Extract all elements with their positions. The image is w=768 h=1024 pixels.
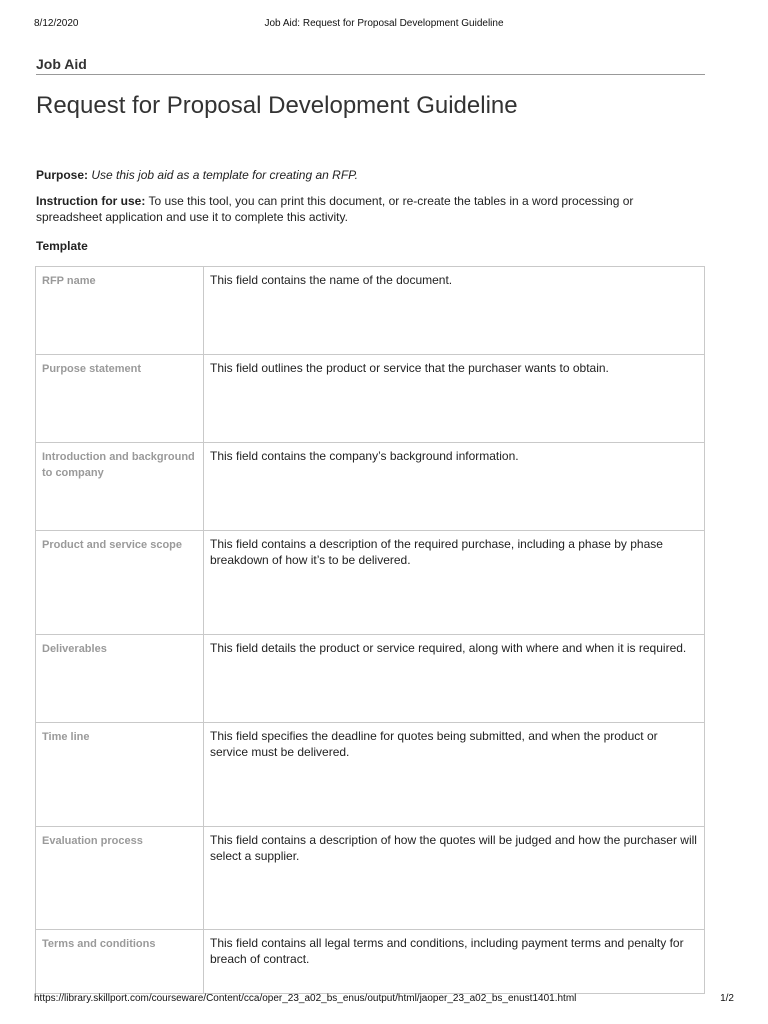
table-row [36, 635, 705, 723]
table-row [36, 443, 705, 531]
field-name-cell: Product and service scope [36, 531, 204, 635]
field-name-cell: Terms and conditions [36, 930, 204, 994]
template-table [35, 266, 705, 994]
table-row [36, 930, 705, 994]
page-title: Request for Proposal Development Guideline [36, 92, 518, 119]
job-aid-label: Job Aid [36, 56, 87, 72]
field-description-cell: This field contains the name of the document. [204, 267, 705, 355]
field-name-cell: Time line [36, 723, 204, 827]
field-description-cell: This field contains a description of the required purchase, including a phase by phase breakdown of how it’s to be delivered. [204, 531, 705, 635]
print-header [34, 18, 734, 32]
field-name-cell: Introduction and background to company [36, 443, 204, 531]
purpose-text: Use this job aid as a template for creating an RFP. [91, 168, 358, 182]
table-row [36, 355, 705, 443]
field-description-cell: This field contains a description of how the quotes will be judged and how the purchaser will select a supplier. [204, 827, 705, 930]
print-footer [34, 993, 734, 1007]
field-description-cell: This field details the product or service required, along with where and when it is required. [204, 635, 705, 723]
field-description-cell: This field specifies the deadline for quotes being submitted, and when the product or service must be delivered. [204, 723, 705, 827]
field-name-cell: Purpose statement [36, 355, 204, 443]
print-date: 8/12/2020 [34, 18, 79, 29]
table-row [36, 827, 705, 930]
field-description-cell: This field outlines the product or service that the purchaser wants to obtain. [204, 355, 705, 443]
instruction-text: To use this tool, you can print this document, or re-create the tables in a word processing or spreadsheet application and use it to complete this activity. [36, 194, 634, 224]
print-page-title: Job Aid: Request for Proposal Development Guideline [264, 18, 504, 29]
table-row [36, 531, 705, 635]
field-name-cell: Evaluation process [36, 827, 204, 930]
page-number: 1/2 [720, 993, 734, 1004]
header-divider [36, 74, 705, 75]
purpose-label: Purpose: [36, 168, 89, 182]
instruction-paragraph [36, 193, 656, 225]
template-heading: Template [36, 239, 88, 253]
print-url: https://library.skillport.com/courseware/Content/cca/oper_23_a02_bs_enus/output/html/jaoper_23_a02_bs_enust1401.html [34, 993, 577, 1004]
table-row [36, 723, 705, 827]
field-description-cell: This field contains all legal terms and conditions, including payment terms and penalty for breach of contract. [204, 930, 705, 994]
instruction-label: Instruction for use: [36, 194, 146, 208]
field-name-cell: RFP name [36, 267, 204, 355]
table-row [36, 267, 705, 355]
purpose-line [36, 168, 358, 182]
field-name-cell: Deliverables [36, 635, 204, 723]
field-description-cell: This field contains the company’s background information. [204, 443, 705, 531]
